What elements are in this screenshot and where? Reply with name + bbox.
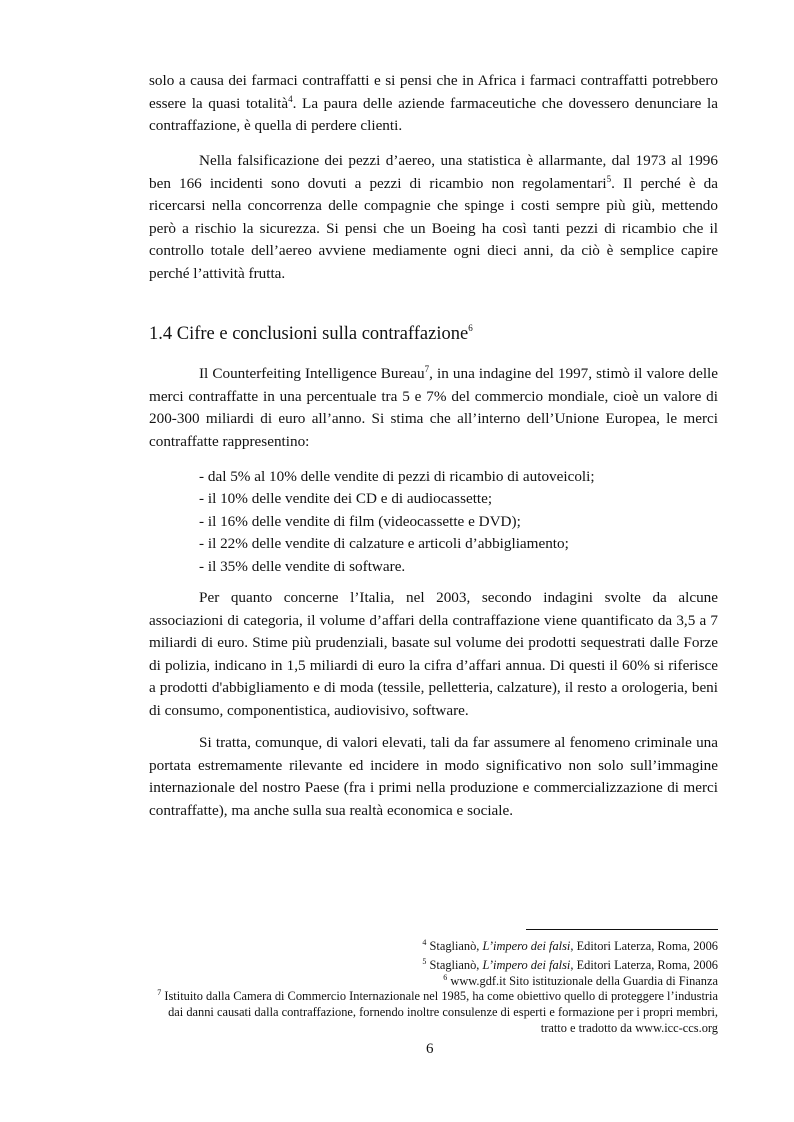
footnote-ref-4[interactable]: 4 (288, 93, 293, 104)
list-item: - il 22% delle vendite di calzature e articoli d’abbigliamento; (199, 535, 569, 553)
footnote-ref-5[interactable]: 5 (606, 173, 612, 184)
footnote-4: $^4$ Staglianò, L’impero dei falsi, Editori Laterza, Roma, 2006 (422, 938, 718, 953)
section-heading: 1.4 Cifre e conclusioni sulla contraffazione$^6$ (149, 323, 473, 344)
footnote-5: $^5$ Staglianò, L’impero dei falsi, Editori Laterza, Roma, 2006 (422, 956, 718, 972)
percentages-list (199, 466, 595, 578)
paragraph-conclusione: Si tratta, comunque, di valori elevati, tali da far assumere al fenomeno criminale una portata estremamente rilevante ed incidere in modo significativo non solo sull’immagine internazionale del nostro Paese (fra i primi nella produzione e commercializzazione di merci contraffatte), ma anche sulla sua realtà economica e sociale. (149, 734, 718, 819)
paragraph-aerei: Nella falsificazione dei pezzi d’aereo, una statistica è allarmante, dal 1973 al 1996 ben 166 incidenti sono dovuti a pezzi di ricambio non regolamentari$^5$. Il perché è da ricercarsi nella concorrenza delle compagnie che spinge i costi sempre più giù, mettendo però a rischio la sicurezza. Si pensi che un Boeing ha così tanti pezzi di ricambio che il controllo totale dell’aereo avviene mediamente ogni dieci anni, da ciò è semplice capire perché l’attività frutta. (149, 152, 718, 282)
footnote-ref-6[interactable]: 6 (468, 323, 473, 333)
paragraph-bureau: Il Counterfeiting Intelligence Bureau$^7$, in una indagine del 1997, stimò il valore delle merci contraffatte in una percentuale tra 5 e 7% del commercio mondiale, cioè un valore di 200-300 miliardi di euro all’anno. Si stima che all’interno dell’Unione Europea, le merci contraffatte rappresentino: (149, 364, 719, 450)
footnote-ref-7[interactable]: 7 (424, 364, 430, 374)
page-number: 6 (426, 1041, 434, 1057)
footnote-divider (526, 929, 718, 930)
footnotes (149, 939, 718, 1037)
list-item: - dal 5% al 10% delle vendite di pezzi di ricambio di autoveicoli; (199, 468, 595, 485)
footnote-7: $^7$ Istituito dalla Camera di Commercio Internazionale nel 1985, ha come obiettivo quello di proteggere l’industria dai danni causati dalla contraffazione, fornendo inoltre consulenze di esperti e formazione per i propri membri, tratto e tradotto da www.icc-ccs.org (157, 988, 718, 1035)
paragraph-farmaci: solo a causa dei farmaci contraffatti e si pensi che in Africa i farmaci contraffatti potrebbero essere la quasi totalità$^4$. La paura delle aziende farmaceutiche che dovessero denunciare la contraffazione, è quella di perdere clienti. (149, 72, 718, 135)
list-item: - il 16% delle vendite di film (videocassette e DVD); (199, 512, 521, 530)
list-item: - il 35% delle vendite di software. (199, 557, 406, 575)
list-item: - il 10% delle vendite dei CD e di audiocassette; (199, 490, 493, 508)
footnote-6: $^6$ www.gdf.it Sito istituzionale della Guardia di Finanza (443, 972, 718, 988)
paragraph-italia: Per quanto concerne l’Italia, nel 2003, secondo indagini svolte da alcune associazioni di categoria, il volume d’affari della contraffazione viene quantificato da 3,5 a 7 miliardi di euro. Stime più prudenziali, basate sul volume dei prodotti sequestrati dalle Forze di polizia, indicano in 1,5 miliardi di euro la cifra d’affari annua. Di questi il 60% si riferisce a prodotti d'abbigliamento e di moda (tessile, pelletteria, calzature), il resto a orologeria, beni di consumo, componentistica, audiovisivo, software. (149, 589, 718, 719)
